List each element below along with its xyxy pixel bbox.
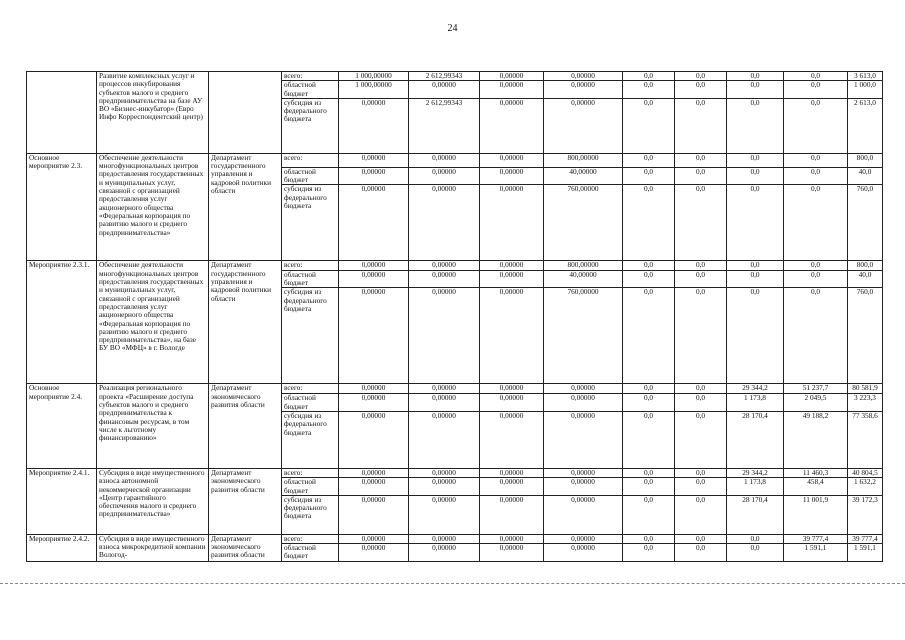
amount-cell: 0,0 (784, 288, 848, 384)
amount-cell: 800,0 (848, 261, 883, 270)
table-row (27, 468, 883, 477)
amount-cell: 0,0 (784, 185, 848, 261)
amount-cell: 39 777,4 (848, 534, 883, 543)
amount-cell: 0,00000 (339, 261, 409, 270)
amount-cell: 0,00000 (544, 81, 623, 99)
funding-source-cell: всего: (282, 468, 339, 477)
measure-name-cell: Мероприятие 2.3.1. (27, 261, 97, 384)
amount-cell: 0,00000 (409, 544, 480, 562)
amount-cell: 800,0 (848, 153, 883, 167)
amount-cell: 0,00000 (409, 81, 480, 99)
executor-cell: Департамент экономического развития области (209, 534, 282, 561)
measure-content-cell: Обеспечение деятельности многофункциональных центров предоставления государственных и муниципальных услуг, связанной с организацией предоставления услуг акционерного общества «Федеральная корпорация по развитию малого и среднего предпринимательства», на базе БУ ВО «МФЦ» в г. Вологде (97, 261, 209, 384)
amount-cell: 0,00000 (339, 544, 409, 562)
amount-cell: 0,0 (675, 72, 727, 81)
measure-name-cell: Основное мероприятие 2.4. (27, 384, 97, 469)
table-row (27, 261, 883, 270)
amount-cell: 0,0 (623, 411, 675, 468)
funding-source-cell: всего: (282, 534, 339, 543)
amount-cell: 0,0 (623, 167, 675, 185)
amount-cell: 0,0 (784, 98, 848, 153)
executor-cell: Департамент экономического развития области (209, 384, 282, 469)
amount-cell: 0,0 (675, 478, 727, 496)
amount-cell: 39 777,4 (784, 534, 848, 543)
amount-cell: 0,00000 (544, 98, 623, 153)
amount-cell: 80 581,9 (848, 384, 883, 394)
amount-cell: 1 173,8 (727, 394, 784, 412)
amount-cell: 28 170,4 (727, 495, 784, 534)
amount-cell: 1 000,00000 (339, 81, 409, 99)
amount-cell: 1 591,1 (848, 544, 883, 562)
amount-cell: 0,00000 (339, 270, 409, 288)
measure-name-cell: Мероприятие 2.4.2. (27, 534, 97, 561)
amount-cell: 2 613,0 (848, 98, 883, 153)
funding-source-cell: субсидия из федерального бюджета (282, 288, 339, 384)
amount-cell: 0,00000 (480, 72, 544, 81)
amount-cell: 40,0 (848, 270, 883, 288)
amount-cell: 0,0 (727, 72, 784, 81)
executor-cell: Департамент экономического развития области (209, 468, 282, 534)
amount-cell: 0,0 (623, 261, 675, 270)
funding-source-cell: всего: (282, 72, 339, 81)
amount-cell: 3 223,3 (848, 394, 883, 412)
amount-cell: 0,00000 (480, 288, 544, 384)
page-cut-off (0, 583, 905, 640)
amount-cell: 0,0 (727, 261, 784, 270)
amount-cell: 0,00000 (480, 167, 544, 185)
amount-cell: 77 358,6 (848, 411, 883, 468)
amount-cell: 0,00000 (480, 81, 544, 99)
amount-cell: 0,0 (675, 167, 727, 185)
amount-cell: 0,00000 (480, 394, 544, 412)
amount-cell: 40,00000 (544, 270, 623, 288)
amount-cell: 0,0 (623, 544, 675, 562)
amount-cell: 0,0 (675, 544, 727, 562)
amount-cell: 0,00000 (480, 98, 544, 153)
funding-source-cell: субсидия из федерального бюджета (282, 185, 339, 261)
amount-cell: 0,0 (675, 384, 727, 394)
amount-cell: 0,0 (727, 153, 784, 167)
amount-cell: 40,00000 (544, 167, 623, 185)
amount-cell: 0,00000 (544, 495, 623, 534)
amount-cell: 0,00000 (409, 478, 480, 496)
executor-cell (209, 72, 282, 154)
amount-cell: 0,0 (727, 534, 784, 543)
amount-cell: 0,0 (727, 167, 784, 185)
measure-content-cell: Реализация регионального проекта «Расширение доступа субъектов малого и среднего предпринимательства к финансовым ресурсам, в том числе к льготному финансированию» (97, 384, 209, 469)
amount-cell: 29 344,2 (727, 468, 784, 477)
amount-cell: 0,00000 (409, 270, 480, 288)
amount-cell: 760,00000 (544, 185, 623, 261)
amount-cell: 2 612,99343 (409, 72, 480, 81)
amount-cell: 0,00000 (339, 468, 409, 477)
amount-cell: 0,00000 (339, 495, 409, 534)
measure-name-cell: Основное мероприятие 2.3. (27, 153, 97, 261)
amount-cell: 0,0 (623, 270, 675, 288)
amount-cell: 1 000,0 (848, 81, 883, 99)
amount-cell: 0,00000 (409, 394, 480, 412)
funding-source-cell: всего: (282, 153, 339, 167)
amount-cell: 0,00000 (544, 72, 623, 81)
amount-cell: 0,00000 (409, 411, 480, 468)
funding-source-cell: всего: (282, 261, 339, 270)
amount-cell: 0,0 (727, 81, 784, 99)
amount-cell: 0,00000 (409, 384, 480, 394)
amount-cell: 0,0 (675, 270, 727, 288)
amount-cell: 0,00000 (544, 534, 623, 543)
amount-cell: 0,0 (784, 261, 848, 270)
amount-cell: 1 591,1 (784, 544, 848, 562)
amount-cell: 1 000,00000 (339, 72, 409, 81)
amount-cell: 0,0 (675, 98, 727, 153)
amount-cell: 0,0 (623, 384, 675, 394)
amount-cell: 0,0 (675, 394, 727, 412)
amount-cell: 51 237,7 (784, 384, 848, 394)
amount-cell: 800,00000 (544, 261, 623, 270)
amount-cell: 28 170,4 (727, 411, 784, 468)
amount-cell: 0,00000 (480, 261, 544, 270)
funding-source-cell: областной бюджет (282, 394, 339, 412)
amount-cell: 458,4 (784, 478, 848, 496)
amount-cell: 0,00000 (409, 167, 480, 185)
amount-cell: 0,0 (623, 72, 675, 81)
funding-source-cell: областной бюджет (282, 478, 339, 496)
amount-cell: 0,00000 (409, 153, 480, 167)
amount-cell: 0,00000 (480, 534, 544, 543)
amount-cell: 760,00000 (544, 288, 623, 384)
amount-cell: 0,00000 (339, 411, 409, 468)
amount-cell: 0,0 (784, 81, 848, 99)
budget-table-body (27, 72, 883, 562)
funding-source-cell: субсидия из федерального бюджета (282, 98, 339, 153)
amount-cell: 0,0 (623, 394, 675, 412)
amount-cell: 2 049,5 (784, 394, 848, 412)
funding-source-cell: субсидия из федерального бюджета (282, 411, 339, 468)
amount-cell: 0,0 (727, 98, 784, 153)
amount-cell: 40 804,5 (848, 468, 883, 477)
amount-cell: 0,0 (784, 72, 848, 81)
funding-source-cell: областной бюджет (282, 81, 339, 99)
page-bottom-divider (0, 583, 905, 584)
amount-cell: 0,00000 (480, 270, 544, 288)
budget-table (26, 71, 883, 562)
funding-source-cell: областной бюджет (282, 270, 339, 288)
amount-cell: 0,0 (675, 288, 727, 384)
measure-content-cell: Развитие комплексных услуг и процессов инкубирования субъектов малого и среднего предпринимательства на базе АУ ВО «Бизнес-инкубатор» (Евро Инфо Корреспондентский центр) (97, 72, 209, 154)
measure-content-cell: Обеспечение деятельности многофункциональных центров предоставления государственных и муниципальных услуг, связанной с организацией предоставления услуг акционерного общества «Федеральная корпорация по развитию малого и среднего предпринимательства» (97, 153, 209, 261)
amount-cell: 2 612,99343 (409, 98, 480, 153)
amount-cell: 0,00000 (339, 288, 409, 384)
amount-cell: 0,0 (623, 185, 675, 261)
table-row (27, 153, 883, 167)
measure-name-cell: Мероприятие 2.4.1. (27, 468, 97, 534)
amount-cell: 760,0 (848, 185, 883, 261)
amount-cell: 0,00000 (544, 468, 623, 477)
amount-cell: 0,00000 (339, 394, 409, 412)
amount-cell: 0,00000 (480, 544, 544, 562)
amount-cell: 3 613,0 (848, 72, 883, 81)
amount-cell: 0,0 (675, 185, 727, 261)
amount-cell: 0,00000 (409, 495, 480, 534)
amount-cell: 0,0 (784, 153, 848, 167)
amount-cell: 0,0 (675, 468, 727, 477)
amount-cell: 0,00000 (339, 98, 409, 153)
measure-content-cell: Субсидия в виде имущественного взноса автономной некоммерческой организации «Центр гарантийного обеспечения малого и среднего предпринимательства» (97, 468, 209, 534)
amount-cell: 0,00000 (480, 153, 544, 167)
amount-cell: 0,00000 (409, 185, 480, 261)
amount-cell: 0,00000 (409, 261, 480, 270)
amount-cell: 0,0 (675, 261, 727, 270)
amount-cell: 11 001,9 (784, 495, 848, 534)
amount-cell: 1 632,2 (848, 478, 883, 496)
amount-cell: 0,00000 (544, 394, 623, 412)
amount-cell: 0,00000 (480, 384, 544, 394)
measure-content-cell: Субсидия в виде имущественного взноса микрокредитной компании Вологод- (97, 534, 209, 561)
amount-cell: 0,00000 (339, 153, 409, 167)
amount-cell: 0,0 (675, 411, 727, 468)
amount-cell: 0,0 (623, 288, 675, 384)
amount-cell: 0,0 (727, 270, 784, 288)
amount-cell: 0,00000 (409, 468, 480, 477)
amount-cell: 11 460,3 (784, 468, 848, 477)
amount-cell: 0,00000 (544, 384, 623, 394)
amount-cell: 49 188,2 (784, 411, 848, 468)
amount-cell: 0,0 (727, 288, 784, 384)
amount-cell: 39 172,3 (848, 495, 883, 534)
amount-cell: 0,0 (675, 534, 727, 543)
amount-cell: 0,0 (675, 153, 727, 167)
amount-cell: 0,00000 (339, 185, 409, 261)
amount-cell: 760,0 (848, 288, 883, 384)
amount-cell: 0,00000 (339, 167, 409, 185)
amount-cell: 0,00000 (544, 411, 623, 468)
amount-cell: 0,00000 (480, 478, 544, 496)
amount-cell: 0,0 (727, 544, 784, 562)
amount-cell: 0,0 (623, 81, 675, 99)
amount-cell: 0,0 (623, 153, 675, 167)
amount-cell: 1 173,8 (727, 478, 784, 496)
amount-cell: 0,00000 (339, 384, 409, 394)
amount-cell: 0,0 (784, 270, 848, 288)
amount-cell: 0,0 (784, 167, 848, 185)
table-row (27, 534, 883, 543)
amount-cell: 0,00000 (480, 411, 544, 468)
amount-cell: 0,0 (623, 534, 675, 543)
amount-cell: 0,0 (623, 98, 675, 153)
executor-cell: Департамент государственного управления и кадровой политики области (209, 261, 282, 384)
amount-cell: 0,00000 (409, 534, 480, 543)
amount-cell: 0,00000 (480, 185, 544, 261)
amount-cell: 0,0 (623, 468, 675, 477)
amount-cell: 0,0 (623, 495, 675, 534)
table-row (27, 384, 883, 394)
measure-name-cell (27, 72, 97, 154)
amount-cell: 0,00000 (480, 495, 544, 534)
amount-cell: 0,00000 (480, 468, 544, 477)
funding-source-cell: субсидия из федерального бюджета (282, 495, 339, 534)
amount-cell: 0,0 (623, 478, 675, 496)
amount-cell: 0,0 (675, 495, 727, 534)
amount-cell: 0,0 (675, 81, 727, 99)
table-row (27, 72, 883, 81)
amount-cell: 800,00000 (544, 153, 623, 167)
amount-cell: 29 344,2 (727, 384, 784, 394)
executor-cell: Департамент государственного управления и кадровой политики области (209, 153, 282, 261)
amount-cell: 0,0 (727, 185, 784, 261)
amount-cell: 0,00000 (339, 478, 409, 496)
amount-cell: 0,00000 (544, 544, 623, 562)
amount-cell: 0,00000 (409, 288, 480, 384)
amount-cell: 40,0 (848, 167, 883, 185)
funding-source-cell: всего: (282, 384, 339, 394)
amount-cell: 0,00000 (339, 534, 409, 543)
page-number: 24 (447, 23, 458, 34)
funding-source-cell: областной бюджет (282, 544, 339, 562)
funding-source-cell: областной бюджет (282, 167, 339, 185)
amount-cell: 0,00000 (544, 478, 623, 496)
